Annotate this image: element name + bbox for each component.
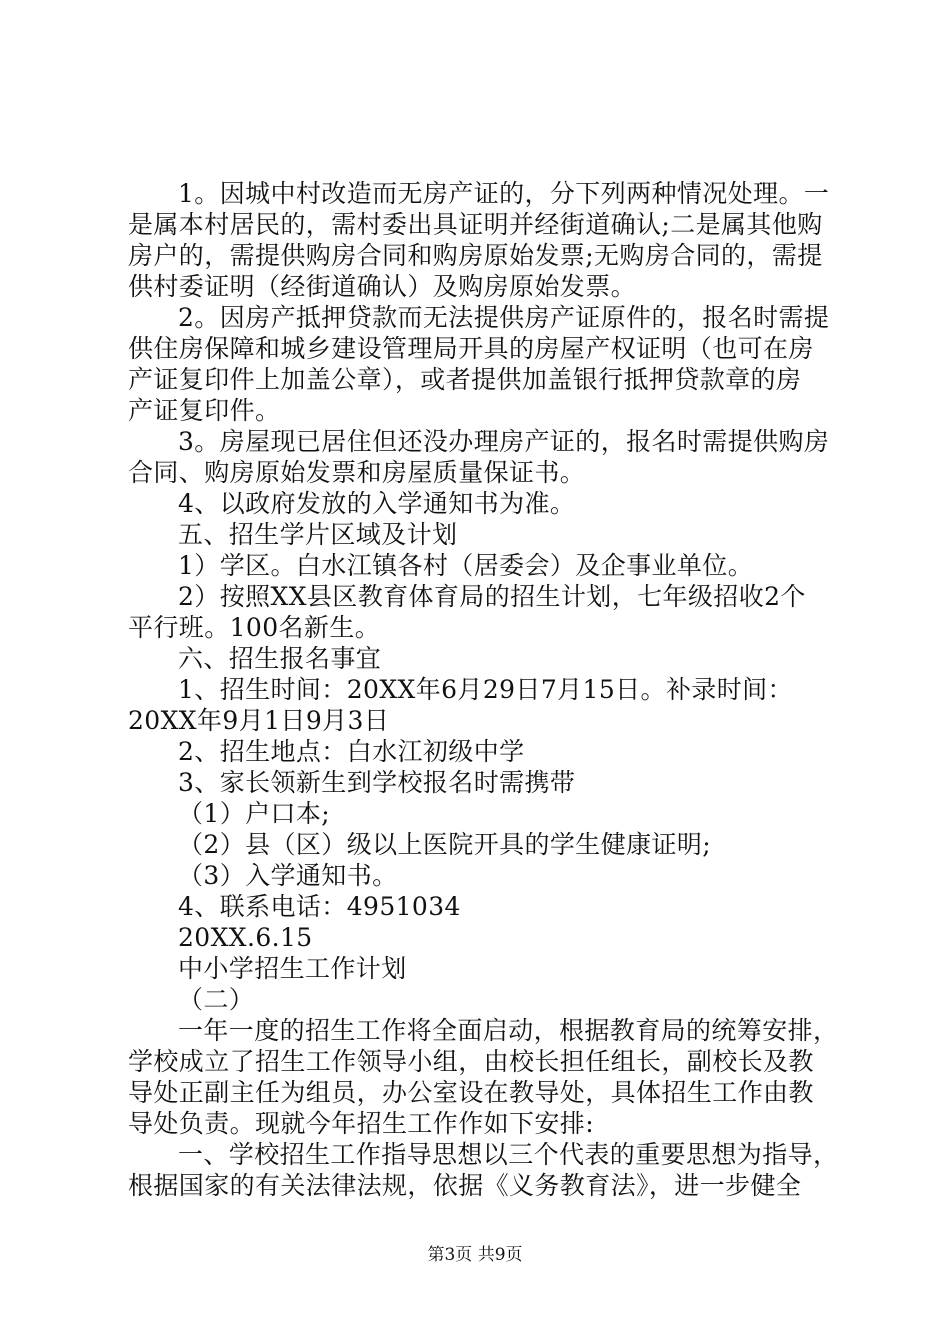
text-line: 根据国家的有关法律法规，依据《义务教育法》，进一步健全: [128, 1171, 802, 1200]
text-line: 1、招生时间：20XX年6月29日7月15日。补录时间：: [178, 675, 793, 704]
text-line: 五、招生学片区域及计划: [178, 520, 458, 549]
text-line: 平行班。100名新生。: [128, 613, 381, 642]
text-line: 是属本村居民的，需村委出具证明并经街道确认;二是属其他购: [128, 210, 823, 239]
page-footer: 第3页 共9页: [427, 1245, 523, 1265]
text-line: 中小学招生工作计划: [178, 954, 407, 983]
text-line: 房户的，需提供购房合同和购房原始发票;无购房合同的，需提: [128, 241, 823, 270]
text-line: 导处正副主任为组员，办公室设在教导处，具体招生工作由教: [128, 1078, 814, 1107]
text-line: 4、联系电话：4951034: [178, 892, 461, 921]
text-line: 产证复印件上加盖公章），或者提供加盖银行抵押贷款章的房: [128, 365, 802, 394]
text-line: 2）按照XX县区教育体育局的招生计划，七年级招收2个: [178, 582, 806, 611]
text-line: 一年一度的招生工作将全面启动，根据教育局的统筹安排，: [178, 1016, 839, 1045]
text-line: 20XX年9月1日9月3日: [128, 706, 390, 735]
text-line: 供村委证明（经街道确认）及购房原始发票。: [128, 272, 637, 301]
text-line: 产证复印件。: [128, 396, 281, 425]
text-line: 3、家长领新生到学校报名时需携带: [178, 768, 576, 797]
text-line: （3）入学通知书。: [178, 861, 398, 890]
text-line: 4、以政府发放的入学通知书为准。: [178, 489, 576, 518]
text-line: （2）县（区）级以上医院开具的学生健康证明;: [178, 830, 712, 859]
text-line: （1）户口本;: [178, 799, 331, 828]
text-line: 六、招生报名事宜: [178, 644, 382, 673]
text-line: 学校成立了招生工作领导小组，由校长担任组长，副校长及教: [128, 1047, 814, 1076]
text-line: （二）: [178, 985, 255, 1014]
text-line: 1）学区。白水江镇各村（居委会）及企事业单位。: [178, 551, 754, 580]
text-line: 合同、购房原始发票和房屋质量保证书。: [128, 458, 586, 487]
text-line: 2、招生地点：白水江初级中学: [178, 737, 525, 766]
text-line: 2。因房产抵押贷款而无法提供房产证原件的，报名时需提: [178, 303, 830, 332]
text-line: 导处负责。现就今年招生工作作如下安排:: [128, 1109, 595, 1138]
text-line: 一、学校招生工作指导思想以三个代表的重要思想为指导，: [178, 1140, 839, 1169]
text-line: 20XX.6.15: [178, 923, 313, 952]
document-body: [128, 178, 839, 1201]
text-line: 1。因城中村改造而无房产证的，分下列两种情况处理。一: [178, 179, 830, 208]
text-line: 3。房屋现已居住但还没办理房产证的，报名时需提供购房: [178, 427, 830, 456]
text-line: 供住房保障和城乡建设管理局开具的房屋产权证明（也可在房: [128, 334, 814, 363]
